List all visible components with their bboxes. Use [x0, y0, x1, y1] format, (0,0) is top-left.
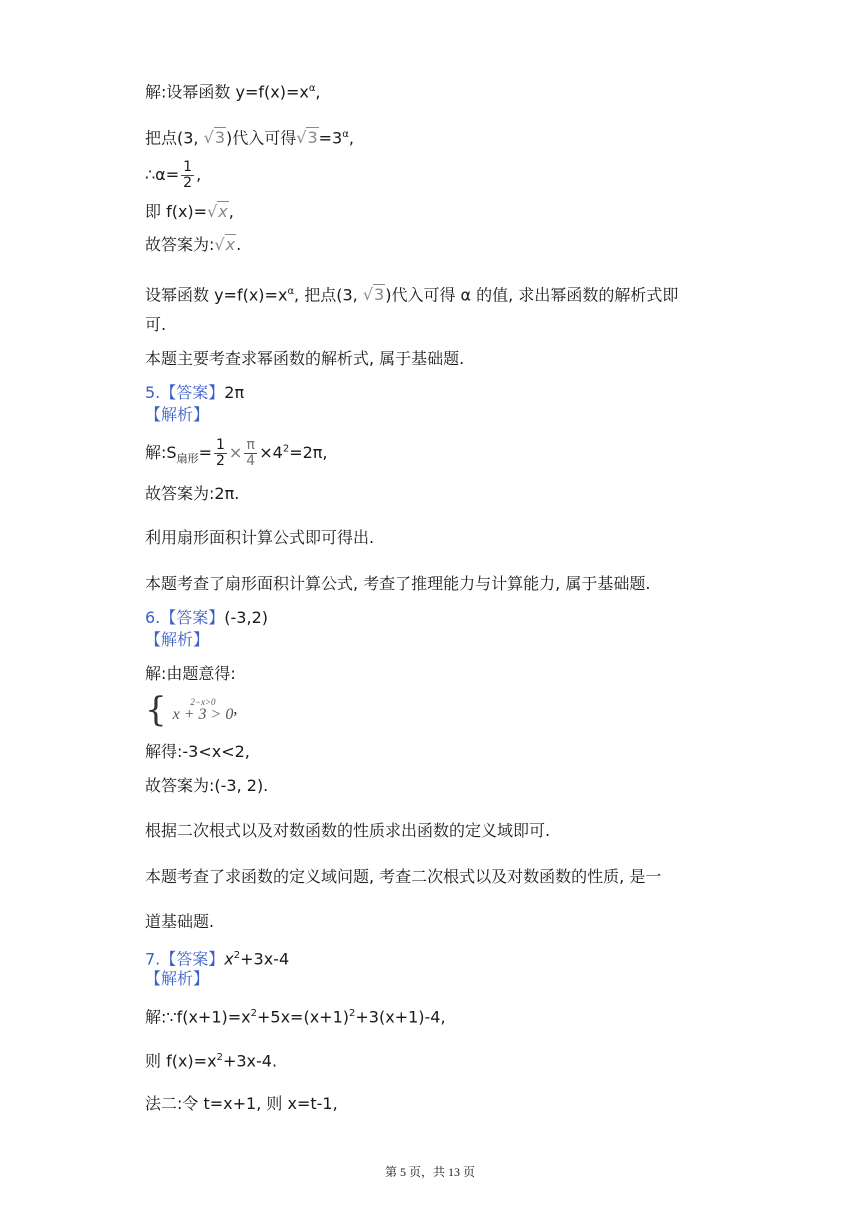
q4-analysis-line-1: [145, 281, 678, 306]
text: 解:S: [145, 443, 177, 462]
q6-analysis-line-2: 本题考查了求函数的定义域问题, 考查二次根式以及对数函数的性质, 是一: [145, 867, 662, 886]
text: 解:∵f(x+1)=x: [145, 1007, 251, 1027]
sqrt-expression: √3: [362, 285, 385, 305]
answer-label: 5.【答案】: [145, 383, 225, 402]
answer-label: 7.【答案】: [145, 949, 225, 969]
q6-analysis-line-1: 根据二次根式以及对数函数的性质求出函数的定义域即可.: [145, 821, 551, 840]
text: =: [198, 443, 212, 462]
radicand: 3: [374, 285, 385, 305]
q4-solution-line-1: [145, 78, 321, 103]
text: =2π,: [289, 443, 328, 462]
q5-answer-line: [145, 382, 244, 404]
text: ,: [348, 128, 354, 148]
numerator: π: [244, 438, 257, 454]
answer-value: (-3,2): [224, 608, 268, 627]
page-footer: 第 5 页，共 13 页: [384, 1165, 475, 1179]
q7-analysis-label: 【解析】: [145, 969, 210, 988]
q5-analysis-line-1: 利用扇形面积计算公式即可得出.: [145, 528, 375, 547]
q4-solution-line-3: [145, 160, 201, 191]
text: .: [236, 235, 242, 254]
q7-answer-line: [145, 945, 289, 970]
q5-analysis-line-2: 本题考查了扇形面积计算公式, 考查了推理能力与计算能力, 属于基础题.: [145, 574, 651, 593]
denominator: 2: [215, 453, 225, 469]
sqrt-expression: √3: [203, 128, 225, 148]
denominator: 2: [183, 175, 193, 191]
q7-solution-line-1: [145, 1003, 446, 1028]
text: +3(x+1)-4,: [355, 1007, 446, 1027]
q7-solution-line-3: 法二:令 t=x+1, 则 x=t-1,: [145, 1094, 338, 1113]
superscript: α: [342, 129, 349, 140]
superscript: 2: [250, 1008, 257, 1019]
text: +5x=(x+1): [257, 1007, 349, 1027]
sqrt-expression: √x: [214, 235, 236, 254]
text: +3x-4.: [222, 1051, 278, 1071]
times-sign: ×: [228, 443, 243, 462]
q6-inequality-system: [145, 690, 238, 730]
superscript: α: [308, 83, 316, 94]
brace-icon: {: [145, 690, 167, 730]
q6-solution-line-3: 故答案为:(-3, 2).: [145, 776, 269, 795]
q5-solution-line-1: [145, 438, 328, 470]
q6-solution-line-2: 解得:-3<x<2,: [145, 742, 250, 761]
answer-value: x: [224, 949, 234, 969]
text: ,: [228, 202, 234, 221]
text: 即 f(x)=: [145, 202, 208, 221]
system-row-1: 2−x>0: [190, 697, 216, 707]
superscript: 2: [216, 1052, 223, 1063]
denominator: 4: [246, 453, 256, 469]
radicand: x: [225, 235, 236, 254]
system-row-2: x + 3 > 0: [172, 706, 234, 723]
subscript: 扇形: [176, 452, 199, 466]
q6-analysis-line-3: 道基础题.: [145, 912, 215, 931]
q6-answer-line: [145, 607, 268, 629]
text: 把点(3,: [145, 128, 199, 148]
q5-solution-line-2: 故答案为:2π.: [145, 484, 240, 503]
text: )代入可得: [226, 128, 297, 148]
text: ×4: [259, 443, 283, 462]
text: ∴α=: [145, 165, 180, 184]
radicand: 3: [307, 128, 318, 148]
q4-analysis-line-2: 可.: [145, 315, 167, 334]
text: =3: [318, 128, 343, 148]
fraction: [181, 160, 194, 191]
superscript: 2: [282, 443, 290, 455]
q4-analysis-line-3: 本题主要考查求幂函数的解析式, 属于基础题.: [145, 349, 465, 368]
superscript: α: [287, 286, 295, 297]
text: 则 f(x)=x: [145, 1051, 217, 1071]
q5-analysis-label: 【解析】: [145, 405, 210, 424]
answer-value: 2π: [224, 383, 245, 402]
text: )代入可得 α 的值, 求出幂函数的解析式即: [385, 285, 679, 305]
q6-solution-line-1: 解:由题意得:: [145, 664, 236, 683]
q4-solution-line-5: [145, 234, 241, 256]
numerator: 1: [215, 437, 225, 453]
system-body: [173, 697, 234, 723]
text: 故答案为:: [145, 235, 215, 254]
answer-value: +3x-4: [240, 949, 290, 969]
text: , 把点(3,: [294, 285, 358, 305]
text: ,: [233, 700, 238, 718]
q6-analysis-label: 【解析】: [145, 630, 210, 649]
fraction: [244, 438, 257, 469]
radicand: 3: [214, 128, 225, 148]
q4-solution-line-4: [145, 201, 234, 223]
superscript: 2: [349, 1008, 356, 1019]
text: ,: [315, 82, 321, 102]
text: 解:设幂函数 y=f(x)=x: [145, 82, 309, 102]
radicand: x: [218, 202, 228, 221]
sqrt-expression: √3: [296, 128, 318, 148]
fraction: [214, 438, 227, 469]
text: 设幂函数 y=f(x)=x: [145, 285, 288, 305]
superscript: 2: [233, 950, 241, 961]
q7-solution-line-2: [145, 1047, 277, 1072]
text: ,: [196, 165, 202, 184]
sqrt-expression: √x: [207, 202, 228, 221]
numerator: 1: [183, 159, 193, 175]
answer-label: 6.【答案】: [145, 608, 225, 627]
q4-solution-line-2: [145, 124, 354, 149]
